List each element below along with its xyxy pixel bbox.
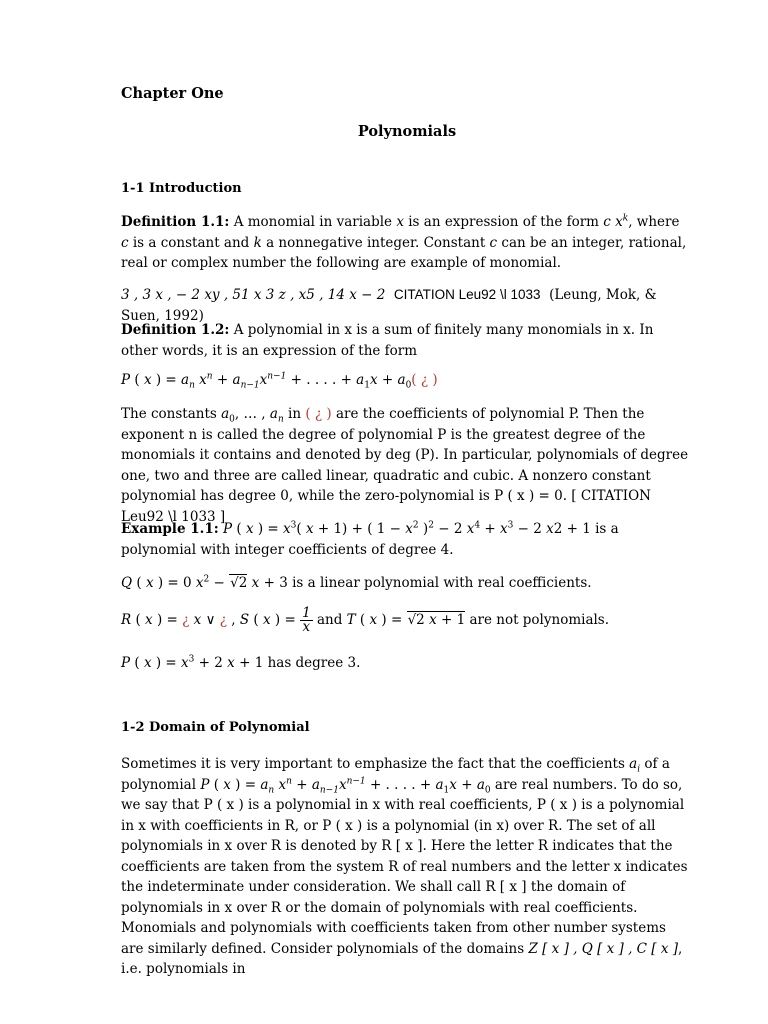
definition-1-2: Definition 1.2: A polynomial in x is a sum of finitely many monomials in x. In other words, it is an expression of the form — [121, 322, 654, 359]
constants-paragraph: The constants $a_0$, … , $a_n$ in ( ¿ ) are the coefficients of polynomial P. Then the exponent n is called the degree of polynomial P is the greatest degree of the monomials it contains and denoted by deg (P). In particular, polynomials of degree one, two and three are called linear, quadratic and cubic. A nonzero constant polynomial has degree 0, while the zero-polynomial is P ( x ) = 0. [ CITATION Leu92 \l 1033 ] — [121, 406, 689, 525]
definition-1-1: Definition 1.1: A monomial in variable x is an expression of the form c $x^k$, where c is a constant and k a nonnegative integer. Constant c can be an integer, rational, real or complex number the following are example of monomial. — [121, 213, 687, 271]
q-polynomial-line: Q ( x ) = 0 $x^2 - √2$ x + 3 is a linear polynomial with real coefficients. — [121, 574, 592, 591]
polynomial-general-form: P ( x ) = $a_n$ $x^n + a_{n-1}x^{n-1}$ + . . . . + $a_1x + a_0$( ¿ ) — [121, 371, 438, 391]
definition-label: Definition 1.1: — [121, 214, 230, 230]
degree-3-line: P ( x ) = $x^3 + 2$ x + 1 has degree 3. — [121, 654, 361, 671]
example-label: Example 1.1: — [121, 521, 219, 537]
page-title: Polynomials — [357, 123, 457, 140]
domain-paragraph: Sometimes it is very important to emphasize the fact that the coefficients $a_i$ of a polynomial P ( x ) = $a_n$ $x^n + a_{n-1}x^{n-1}$ + . . . . + $a_1x + a_0$ are real numbers. To do so, we say that P ( x ) is a polynomial in x with real coefficients, P ( x ) is a polynomial in x with coefficients in R, or P ( x ) is a polynomial (in x) over R. The set of all polynomials in x over R is denoted by R [ x ]. Here the letter R indicates that the coefficients are taken from the system R of real numbers and the letter x indicates the indeterminate under consideration. We shall call R [ x ] the domain of polynomials in x over R or the domain of polynomials with real coefficients. Monomials and polynomials with coefficients taken from other number systems are similarly defined. Consider polynomials of the domains Z [ x ] , Q [ x ] , C [ x ], i.e. polynomials in — [121, 756, 688, 977]
citation-field: CITATION Leu92 \l 1033 — [393, 287, 541, 302]
chapter-heading: Chapter One — [121, 85, 224, 102]
section-heading-domain: 1-2 Domain of Polynomial — [121, 720, 310, 735]
monomial-examples: 3 , 3 x , − 2 xy , 51 x 3 z , x5 , 14 x − 2 — [121, 287, 386, 303]
section-heading-introduction: 1-1 Introduction — [121, 181, 242, 196]
citation-reference: (Leung, Mok, & Suen, 1992) — [121, 287, 657, 324]
non-polynomials-line: R ( x ) = ¿ x ∨ ¿ , S ( x ) = $\frac{1}{x}$ and T ( x ) = √2 x + 1 are not polynomials. — [121, 605, 610, 635]
definition-label: Definition 1.2: — [121, 322, 230, 338]
example-1-1: Example 1.1: P ( x ) = $x^3$( x + 1) + ( $1 - x^2$ )$^2$ − 2 $x^4 + x^3 - 2$ x2 + 1 is a polynomial with integer coefficients of degree 4. — [121, 520, 619, 558]
